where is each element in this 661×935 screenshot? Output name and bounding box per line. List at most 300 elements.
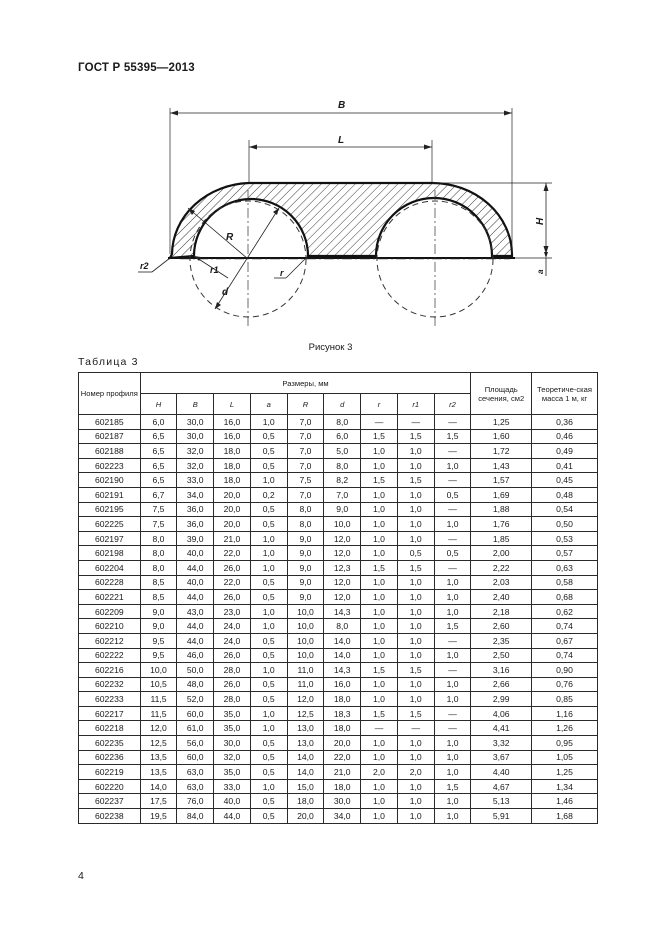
table-cell: 15,0 bbox=[287, 779, 324, 794]
table-cell: 12,3 bbox=[324, 560, 361, 575]
table-cell: 0,5 bbox=[434, 546, 471, 561]
table-cell: 1,0 bbox=[361, 750, 398, 765]
table-cell: 6,5 bbox=[140, 429, 177, 444]
table-cell: 0,5 bbox=[250, 736, 287, 751]
table-cell: 1,0 bbox=[434, 590, 471, 605]
table-cell: 8,0 bbox=[140, 546, 177, 561]
table-cell: 34,0 bbox=[177, 487, 214, 502]
table-cell: 1,5 bbox=[361, 560, 398, 575]
table-cell: 9,0 bbox=[287, 531, 324, 546]
table-cell: 11,5 bbox=[140, 692, 177, 707]
table-cell: 20,0 bbox=[287, 809, 324, 824]
label-H: H bbox=[535, 217, 546, 225]
table-cell: 14,0 bbox=[140, 779, 177, 794]
cell-profile-number: 602218 bbox=[79, 721, 141, 736]
table-cell: 11,0 bbox=[287, 663, 324, 678]
table-cell: 0,5 bbox=[250, 517, 287, 532]
table-cell: 0,63 bbox=[532, 560, 598, 575]
table-row bbox=[79, 415, 598, 430]
table-row bbox=[79, 560, 598, 575]
table-cell: 1,0 bbox=[397, 779, 434, 794]
table-cell: 2,50 bbox=[471, 648, 532, 663]
table-cell: 9,0 bbox=[287, 546, 324, 561]
table-cell: 9,0 bbox=[287, 560, 324, 575]
header-dim-r1: r1 bbox=[397, 394, 434, 415]
table-cell: 9,0 bbox=[287, 590, 324, 605]
table-cell: 34,0 bbox=[324, 809, 361, 824]
table-row bbox=[79, 531, 598, 546]
table-cell: 18,0 bbox=[214, 458, 251, 473]
table-row bbox=[79, 648, 598, 663]
cell-profile-number: 602221 bbox=[79, 590, 141, 605]
cell-profile-number: 602198 bbox=[79, 546, 141, 561]
table-cell: 4,41 bbox=[471, 721, 532, 736]
table-cell: 2,99 bbox=[471, 692, 532, 707]
table-row bbox=[79, 487, 598, 502]
table-cell: 32,0 bbox=[177, 458, 214, 473]
table-cell: — bbox=[434, 721, 471, 736]
table-cell: 1,43 bbox=[471, 458, 532, 473]
table-cell: 9,0 bbox=[140, 619, 177, 634]
table-cell: 0,50 bbox=[532, 517, 598, 532]
table-cell: 5,91 bbox=[471, 809, 532, 824]
header-dimensions: Размеры, мм bbox=[140, 373, 471, 394]
table-row bbox=[79, 633, 598, 648]
table-cell: 8,0 bbox=[324, 458, 361, 473]
table-cell: 12,0 bbox=[140, 721, 177, 736]
table-row bbox=[79, 575, 598, 590]
table-row bbox=[79, 706, 598, 721]
table-cell: 0,5 bbox=[250, 633, 287, 648]
header-mass: Теоретиче-ская масса 1 м, кг bbox=[532, 373, 598, 415]
table-cell: — bbox=[434, 560, 471, 575]
table-cell: 1,5 bbox=[397, 429, 434, 444]
table-row bbox=[79, 677, 598, 692]
cell-profile-number: 602228 bbox=[79, 575, 141, 590]
table-cell: 1,0 bbox=[361, 458, 398, 473]
table-cell: 0,46 bbox=[532, 429, 598, 444]
cell-profile-number: 602216 bbox=[79, 663, 141, 678]
table-cell: 4,40 bbox=[471, 765, 532, 780]
table-row bbox=[79, 692, 598, 707]
table-row bbox=[79, 809, 598, 824]
table-cell: 0,5 bbox=[250, 750, 287, 765]
table-cell: 9,5 bbox=[140, 633, 177, 648]
cell-profile-number: 602238 bbox=[79, 809, 141, 824]
table-cell: 12,0 bbox=[324, 575, 361, 590]
profile-section bbox=[170, 183, 512, 258]
cell-profile-number: 602219 bbox=[79, 765, 141, 780]
table-cell: 7,0 bbox=[287, 415, 324, 430]
table-cell: 1,0 bbox=[397, 517, 434, 532]
header-profile: Номер профиля bbox=[79, 373, 141, 415]
table-row bbox=[79, 429, 598, 444]
table-cell: 5,13 bbox=[471, 794, 532, 809]
table-cell: 18,0 bbox=[214, 444, 251, 459]
table-cell: 6,0 bbox=[140, 415, 177, 430]
label-L: L bbox=[338, 135, 345, 146]
table-cell: 1,0 bbox=[250, 721, 287, 736]
table-cell: 14,3 bbox=[324, 663, 361, 678]
table-row bbox=[79, 779, 598, 794]
table-cell: 19,5 bbox=[140, 809, 177, 824]
table-cell: 1,0 bbox=[434, 648, 471, 663]
table-cell: 0,85 bbox=[532, 692, 598, 707]
table-cell: 7,5 bbox=[140, 502, 177, 517]
table-cell: 16,0 bbox=[324, 677, 361, 692]
table-cell: 14,0 bbox=[287, 765, 324, 780]
table-cell: 1,0 bbox=[434, 809, 471, 824]
table-cell: 0,5 bbox=[250, 575, 287, 590]
table-cell: 1,0 bbox=[397, 692, 434, 707]
table-cell: 0,5 bbox=[250, 444, 287, 459]
table-cell: 0,5 bbox=[397, 546, 434, 561]
table-cell: 1,5 bbox=[397, 663, 434, 678]
table-cell: 10,0 bbox=[287, 648, 324, 663]
table-cell: 0,5 bbox=[250, 692, 287, 707]
table-cell: 8,0 bbox=[324, 619, 361, 634]
table-cell: 30,0 bbox=[214, 736, 251, 751]
table-cell: 1,5 bbox=[397, 473, 434, 488]
label-r1: r1 bbox=[210, 265, 219, 275]
cell-profile-number: 602197 bbox=[79, 531, 141, 546]
label-a: a bbox=[536, 269, 545, 274]
table-cell: 11,5 bbox=[140, 706, 177, 721]
table-cell: 4,67 bbox=[471, 779, 532, 794]
table-cell: 20,0 bbox=[214, 517, 251, 532]
table-cell: 1,85 bbox=[471, 531, 532, 546]
table-cell: 2,03 bbox=[471, 575, 532, 590]
table-cell: 21,0 bbox=[324, 765, 361, 780]
cell-profile-number: 602225 bbox=[79, 517, 141, 532]
table-cell: 1,5 bbox=[434, 619, 471, 634]
table-cell: 0,74 bbox=[532, 648, 598, 663]
table-cell: — bbox=[434, 531, 471, 546]
table-cell: 28,0 bbox=[214, 692, 251, 707]
table-cell: 1,0 bbox=[250, 546, 287, 561]
table-cell: 1,46 bbox=[532, 794, 598, 809]
table-cell: 1,0 bbox=[397, 604, 434, 619]
table-row bbox=[79, 619, 598, 634]
table-cell: 0,5 bbox=[250, 794, 287, 809]
table-cell: 33,0 bbox=[177, 473, 214, 488]
table-cell: 10,0 bbox=[287, 604, 324, 619]
table-cell: 44,0 bbox=[214, 809, 251, 824]
table-cell: — bbox=[434, 502, 471, 517]
figure-caption: Рисунок 3 bbox=[308, 342, 353, 353]
table-cell: 10,0 bbox=[324, 517, 361, 532]
table-cell: 46,0 bbox=[177, 648, 214, 663]
table-cell: 1,0 bbox=[397, 575, 434, 590]
table-cell: 1,0 bbox=[361, 502, 398, 517]
table-cell: 28,0 bbox=[214, 663, 251, 678]
table-cell: 35,0 bbox=[214, 706, 251, 721]
table-cell: 1,69 bbox=[471, 487, 532, 502]
table-cell: — bbox=[434, 444, 471, 459]
table-cell: 1,72 bbox=[471, 444, 532, 459]
table-cell: 1,0 bbox=[361, 736, 398, 751]
table-cell: — bbox=[361, 415, 398, 430]
table-cell: 1,0 bbox=[250, 415, 287, 430]
table-cell: 1,25 bbox=[532, 765, 598, 780]
profiles-table bbox=[78, 372, 598, 824]
table-cell: 11,0 bbox=[287, 677, 324, 692]
table-cell: 1,0 bbox=[434, 692, 471, 707]
table-cell: 1,0 bbox=[434, 794, 471, 809]
table-cell: 1,0 bbox=[397, 590, 434, 605]
table-cell: 33,0 bbox=[214, 779, 251, 794]
table-row bbox=[79, 765, 598, 780]
table-cell: 8,2 bbox=[324, 473, 361, 488]
table-cell: 3,32 bbox=[471, 736, 532, 751]
table-cell: 0,5 bbox=[250, 502, 287, 517]
table-cell: 1,0 bbox=[361, 779, 398, 794]
table-cell: 14,0 bbox=[324, 648, 361, 663]
header-dim-r2: r2 bbox=[434, 394, 471, 415]
table-cell: 13,5 bbox=[140, 750, 177, 765]
table-cell: — bbox=[434, 415, 471, 430]
table-cell: 7,0 bbox=[287, 487, 324, 502]
table-row bbox=[79, 502, 598, 517]
table-cell: 0,74 bbox=[532, 619, 598, 634]
table-cell: 44,0 bbox=[177, 619, 214, 634]
table-cell: 8,0 bbox=[140, 560, 177, 575]
table-row bbox=[79, 721, 598, 736]
table-cell: 44,0 bbox=[177, 633, 214, 648]
table-cell: 1,5 bbox=[361, 429, 398, 444]
table-cell: 63,0 bbox=[177, 779, 214, 794]
table-cell: 1,5 bbox=[361, 706, 398, 721]
table-cell: 12,5 bbox=[140, 736, 177, 751]
table-cell: 23,0 bbox=[214, 604, 251, 619]
table-cell: — bbox=[397, 415, 434, 430]
table-cell: 1,0 bbox=[250, 473, 287, 488]
table-cell: 1,05 bbox=[532, 750, 598, 765]
cell-profile-number: 602204 bbox=[79, 560, 141, 575]
header-dim-h: H bbox=[140, 394, 177, 415]
cell-profile-number: 602223 bbox=[79, 458, 141, 473]
table-cell: 3,67 bbox=[471, 750, 532, 765]
table-cell: 0,45 bbox=[532, 473, 598, 488]
table-cell: 0,5 bbox=[250, 765, 287, 780]
table-cell: 8,5 bbox=[140, 575, 177, 590]
table-cell: 8,5 bbox=[140, 590, 177, 605]
page-number: 4 bbox=[78, 870, 84, 882]
cell-profile-number: 602187 bbox=[79, 429, 141, 444]
profile-figure bbox=[120, 88, 560, 338]
table-cell: 0,62 bbox=[532, 604, 598, 619]
table-cell: 21,0 bbox=[214, 531, 251, 546]
cell-profile-number: 602191 bbox=[79, 487, 141, 502]
table-cell: 1,0 bbox=[250, 619, 287, 634]
table-cell: 1,0 bbox=[434, 517, 471, 532]
table-body bbox=[79, 415, 598, 824]
table-cell: 7,5 bbox=[140, 517, 177, 532]
table-cell: 1,0 bbox=[361, 590, 398, 605]
cell-profile-number: 602212 bbox=[79, 633, 141, 648]
table-cell: 0,5 bbox=[250, 648, 287, 663]
table-cell: 1,16 bbox=[532, 706, 598, 721]
cell-profile-number: 602237 bbox=[79, 794, 141, 809]
cell-profile-number: 602222 bbox=[79, 648, 141, 663]
table-cell: 30,0 bbox=[177, 415, 214, 430]
table-cell: 0,5 bbox=[434, 487, 471, 502]
leader-r bbox=[286, 256, 308, 278]
table-cell: 6,5 bbox=[140, 473, 177, 488]
table-cell: 2,00 bbox=[471, 546, 532, 561]
table-row bbox=[79, 458, 598, 473]
table-cell: 61,0 bbox=[177, 721, 214, 736]
table-cell: 1,0 bbox=[250, 663, 287, 678]
table-cell: 1,5 bbox=[434, 779, 471, 794]
table-cell: 12,0 bbox=[324, 546, 361, 561]
cell-profile-number: 602190 bbox=[79, 473, 141, 488]
table-title: Таблица 3 bbox=[78, 356, 139, 368]
table-cell: 24,0 bbox=[214, 633, 251, 648]
table-cell: 5,0 bbox=[324, 444, 361, 459]
table-cell: 0,68 bbox=[532, 590, 598, 605]
cell-profile-number: 602232 bbox=[79, 677, 141, 692]
table-cell: 39,0 bbox=[177, 531, 214, 546]
table-cell: 7,0 bbox=[287, 458, 324, 473]
label-d: d bbox=[222, 287, 229, 298]
table-cell: 10,0 bbox=[287, 619, 324, 634]
table-cell: 1,0 bbox=[250, 560, 287, 575]
table-row bbox=[79, 517, 598, 532]
table-cell: 1,0 bbox=[434, 604, 471, 619]
table-cell: 56,0 bbox=[177, 736, 214, 751]
table-cell: 1,0 bbox=[361, 546, 398, 561]
table-cell: 26,0 bbox=[214, 677, 251, 692]
table-cell: — bbox=[434, 473, 471, 488]
cell-profile-number: 602195 bbox=[79, 502, 141, 517]
table-cell: 9,0 bbox=[324, 502, 361, 517]
table-cell: 10,5 bbox=[140, 677, 177, 692]
table-cell: 14,3 bbox=[324, 604, 361, 619]
table-cell: 12,0 bbox=[287, 692, 324, 707]
table-cell: 18,3 bbox=[324, 706, 361, 721]
table-cell: 1,0 bbox=[361, 619, 398, 634]
table-cell: 8,0 bbox=[324, 415, 361, 430]
table-cell: 32,0 bbox=[214, 750, 251, 765]
table-cell: 0,41 bbox=[532, 458, 598, 473]
table-cell: 0,5 bbox=[250, 590, 287, 605]
table-cell: 1,0 bbox=[361, 444, 398, 459]
table-cell: 26,0 bbox=[214, 590, 251, 605]
table-cell: 18,0 bbox=[324, 779, 361, 794]
table-cell: 1,0 bbox=[397, 502, 434, 517]
table-cell: 44,0 bbox=[177, 560, 214, 575]
table-row bbox=[79, 473, 598, 488]
table-cell: 7,0 bbox=[287, 444, 324, 459]
cell-profile-number: 602235 bbox=[79, 736, 141, 751]
table-cell: 1,0 bbox=[397, 648, 434, 663]
table-cell: 0,95 bbox=[532, 736, 598, 751]
table-cell: 7,5 bbox=[287, 473, 324, 488]
table-cell: 1,0 bbox=[434, 458, 471, 473]
table-cell: 0,36 bbox=[532, 415, 598, 430]
table-cell: 60,0 bbox=[177, 750, 214, 765]
table-row bbox=[79, 546, 598, 561]
table-cell: 1,0 bbox=[361, 575, 398, 590]
table-cell: 2,0 bbox=[361, 765, 398, 780]
header-dim-a: a bbox=[250, 394, 287, 415]
table-cell: — bbox=[397, 721, 434, 736]
table-cell: 22,0 bbox=[214, 546, 251, 561]
table-cell: 2,35 bbox=[471, 633, 532, 648]
table-cell: 18,0 bbox=[214, 473, 251, 488]
table-cell: 40,0 bbox=[177, 575, 214, 590]
cell-profile-number: 602209 bbox=[79, 604, 141, 619]
table-cell: 1,76 bbox=[471, 517, 532, 532]
table-cell: 1,88 bbox=[471, 502, 532, 517]
table-cell: 84,0 bbox=[177, 809, 214, 824]
table-cell: 20,0 bbox=[214, 502, 251, 517]
table-cell: 1,0 bbox=[397, 794, 434, 809]
table-cell: 1,0 bbox=[434, 765, 471, 780]
table-cell: 13,5 bbox=[140, 765, 177, 780]
table-cell: 13,0 bbox=[287, 736, 324, 751]
table-cell: 1,0 bbox=[397, 677, 434, 692]
table-cell: 50,0 bbox=[177, 663, 214, 678]
table-cell: — bbox=[434, 633, 471, 648]
table-cell: 1,26 bbox=[532, 721, 598, 736]
table-cell: 9,0 bbox=[287, 575, 324, 590]
cell-profile-number: 602217 bbox=[79, 706, 141, 721]
table-cell: 0,53 bbox=[532, 531, 598, 546]
table-cell: 40,0 bbox=[214, 794, 251, 809]
table-cell: 12,0 bbox=[324, 590, 361, 605]
table-cell: 40,0 bbox=[177, 546, 214, 561]
table-cell: 36,0 bbox=[177, 502, 214, 517]
table-cell: 10,0 bbox=[287, 633, 324, 648]
table-cell: 0,2 bbox=[250, 487, 287, 502]
table-cell: — bbox=[434, 663, 471, 678]
table-cell: 1,0 bbox=[361, 604, 398, 619]
table-cell: 1,0 bbox=[250, 531, 287, 546]
table-cell: 60,0 bbox=[177, 706, 214, 721]
table-cell: 1,0 bbox=[397, 633, 434, 648]
table-cell: 1,0 bbox=[250, 779, 287, 794]
cell-profile-number: 602220 bbox=[79, 779, 141, 794]
table-cell: 1,68 bbox=[532, 809, 598, 824]
table-cell: 6,7 bbox=[140, 487, 177, 502]
header-dim-r: r bbox=[361, 394, 398, 415]
document-header: ГОСТ Р 55395—2013 bbox=[78, 62, 195, 74]
table-cell: 35,0 bbox=[214, 721, 251, 736]
table-cell: — bbox=[361, 721, 398, 736]
table-cell: 1,0 bbox=[397, 619, 434, 634]
table-cell: 22,0 bbox=[214, 575, 251, 590]
table-cell: 1,0 bbox=[361, 809, 398, 824]
table-cell: 0,5 bbox=[250, 809, 287, 824]
table-cell: 0,5 bbox=[250, 677, 287, 692]
table-cell: 9,0 bbox=[140, 604, 177, 619]
table-row bbox=[79, 663, 598, 678]
table-cell: 1,5 bbox=[361, 663, 398, 678]
table-cell: 1,0 bbox=[397, 809, 434, 824]
table-cell: 30,0 bbox=[324, 794, 361, 809]
cell-profile-number: 602233 bbox=[79, 692, 141, 707]
table-cell: 1,0 bbox=[397, 444, 434, 459]
table-cell: 0,5 bbox=[250, 429, 287, 444]
label-r: r bbox=[280, 268, 284, 278]
table-cell: 16,0 bbox=[214, 415, 251, 430]
table-cell: 36,0 bbox=[177, 517, 214, 532]
table-cell: 9,5 bbox=[140, 648, 177, 663]
table-cell: — bbox=[434, 706, 471, 721]
table-cell: 3,16 bbox=[471, 663, 532, 678]
